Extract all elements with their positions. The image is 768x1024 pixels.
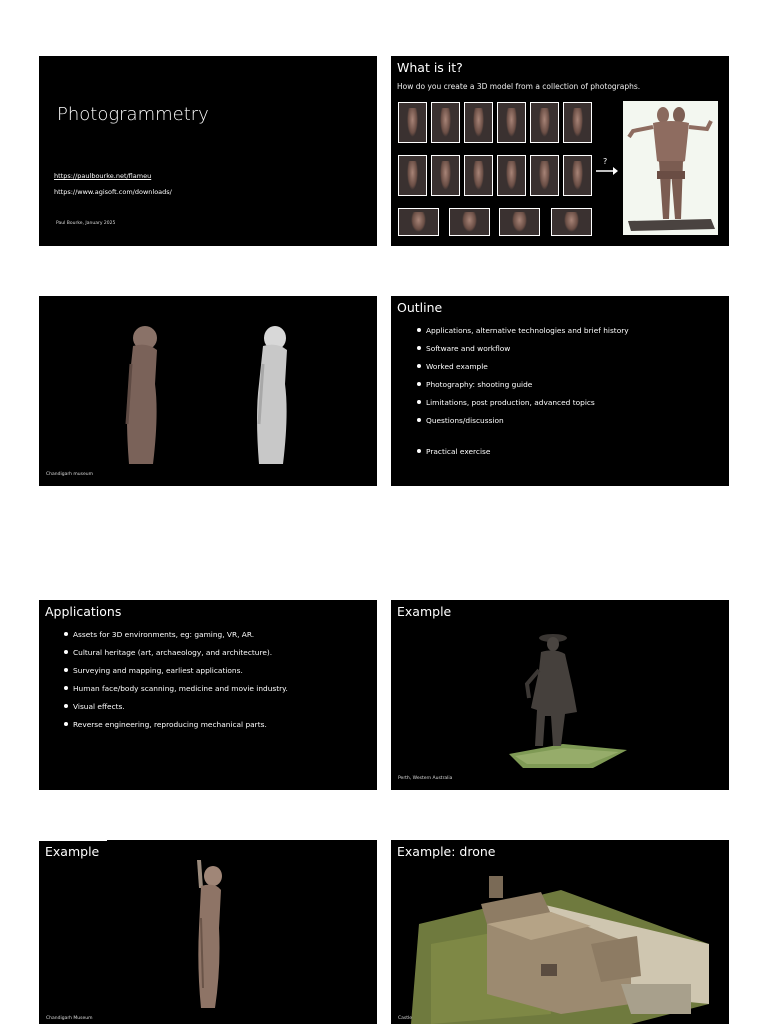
slide-example-drone <box>391 840 729 1024</box>
list-item: Assets for 3D environments, eg: gaming, VR, AR. <box>64 630 288 648</box>
model-result-image <box>623 101 718 235</box>
photo-thumbnail <box>497 102 526 143</box>
photo-thumbnail <box>398 155 427 196</box>
slide-caption: Chandigarh Museum <box>46 1016 93 1021</box>
slide-statue-views <box>39 296 377 486</box>
castle-drone-model-image <box>391 864 729 1024</box>
slide-heading: Example <box>397 604 452 619</box>
slide-footer: Paul Bourke, January 2025 <box>56 221 116 226</box>
statue-textured-image <box>119 324 169 466</box>
statue-untextured-image <box>251 324 301 466</box>
link-agisoft[interactable]: https://www.agisoft.com/downloads/ <box>54 188 172 196</box>
list-item: Cultural heritage (art, archaeology, and architecture). <box>64 648 288 666</box>
list-item: Surveying and mapping, earliest applications. <box>64 666 288 684</box>
photo-thumbnail <box>431 155 460 196</box>
slide-subtitle: How do you create a 3D model from a collection of photographs. <box>397 82 641 91</box>
slide-example-perth <box>391 600 729 790</box>
photo-thumbnail <box>530 102 559 143</box>
list-item: Photography: shooting guide <box>417 380 629 398</box>
list-item: Human face/body scanning, medicine and movie industry. <box>64 684 288 702</box>
slide-title <box>39 56 377 246</box>
photo-thumbnail <box>530 155 559 196</box>
photo-thumbnail <box>464 102 493 143</box>
slide-caption: Castle <box>398 1016 413 1021</box>
outline-list <box>417 326 629 434</box>
arrow-right-icon <box>595 166 619 176</box>
slide-caption: Perth, Western Australia <box>398 776 453 781</box>
photo-thumbnail <box>398 208 439 236</box>
slide-what-is-it <box>391 56 729 246</box>
question-mark: ? <box>603 157 608 166</box>
photo-thumbnail <box>431 102 460 143</box>
photo-thumbnail <box>499 208 540 236</box>
slide-outline <box>391 296 729 486</box>
photo-thumbnail <box>497 155 526 196</box>
list-item: Practical exercise <box>417 447 490 465</box>
list-item: Software and workflow <box>417 344 629 362</box>
applications-list <box>64 630 288 738</box>
statue-model-image <box>503 630 633 770</box>
slide-heading: Example: drone <box>397 844 496 859</box>
photo-thumbnail <box>449 208 490 236</box>
list-item: Limitations, post production, advanced topics <box>417 398 629 416</box>
slide-example-museum <box>39 840 377 1024</box>
link-paulbourke[interactable]: https://paulbourke.net/flameu <box>54 172 152 180</box>
slide-heading: Example <box>45 844 100 859</box>
slide-applications <box>39 600 377 790</box>
slide-caption: Chandigarh museum <box>46 472 93 477</box>
statue-side-image <box>189 858 229 1013</box>
list-item: Applications, alternative technologies and brief history <box>417 326 629 344</box>
list-item: Reverse engineering, reproducing mechanical parts. <box>64 720 288 738</box>
photo-thumbnail <box>551 208 592 236</box>
photo-thumbnail <box>464 155 493 196</box>
photo-thumbnail <box>563 102 592 143</box>
slide-title-heading: Photogrammetry <box>57 104 209 125</box>
outline-extra-list <box>417 447 490 465</box>
list-item: Worked example <box>417 362 629 380</box>
list-item: Visual effects. <box>64 702 288 720</box>
slide-heading: Applications <box>45 604 122 619</box>
photo-thumbnail <box>398 102 427 143</box>
slide-heading: Outline <box>397 300 443 315</box>
list-item: Questions/discussion <box>417 416 629 434</box>
photo-thumbnail <box>563 155 592 196</box>
slide-heading: What is it? <box>397 60 463 75</box>
